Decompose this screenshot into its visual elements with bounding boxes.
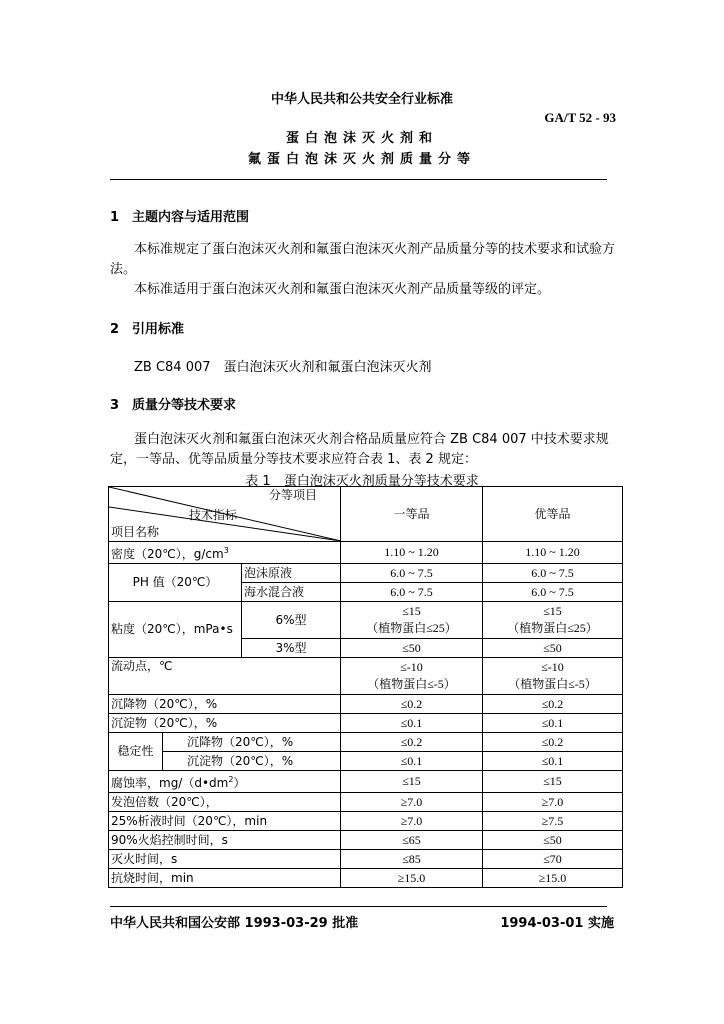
row-label-viscosity: 粘度（20℃），mPa•s bbox=[109, 602, 242, 658]
document-title-line2: 氟蛋白泡沫灭火剂质量分等 bbox=[247, 152, 476, 167]
cell-burnback-superior: ≥15.0 bbox=[483, 869, 623, 888]
table-row bbox=[109, 542, 623, 564]
table-row bbox=[109, 831, 623, 850]
table-row bbox=[109, 695, 623, 714]
cell-stab-precipitate-superior: ≤0.1 bbox=[483, 752, 623, 771]
row-label-fire-control: 90%火焰控制时间，s bbox=[109, 831, 341, 850]
cell-ph-sea-superior: 6.0 ~ 7.5 bbox=[483, 583, 623, 602]
cell-density-superior: 1.10 ~ 1.20 bbox=[483, 542, 623, 564]
table-row bbox=[109, 658, 623, 695]
row-label-stability: 稳定性 bbox=[109, 733, 163, 771]
cell-precipitate-first: ≤0.1 bbox=[341, 714, 483, 733]
cell-burnback-first: ≥15.0 bbox=[341, 869, 483, 888]
row-label-extinction: 灭火时间，s bbox=[109, 850, 341, 869]
cell-extinction-superior: ≤70 bbox=[483, 850, 623, 869]
cell-stab-sediment-first: ≤0.2 bbox=[341, 733, 483, 752]
cell-expansion-first: ≥7.0 bbox=[341, 793, 483, 812]
cell-visc6-first: ≤15 （植物蛋白≤25） bbox=[341, 602, 483, 639]
row-label-density: 密度（20℃），$g/cm^3$ bbox=[109, 542, 341, 564]
table-row bbox=[109, 869, 623, 888]
cell-sediment-superior: ≤0.2 bbox=[483, 695, 623, 714]
row-label-precipitate: 沉淀物（20℃），% bbox=[109, 714, 341, 733]
row-sublabel-stability-sediment: 沉降物（20℃），% bbox=[163, 733, 341, 752]
cell-fire-control-superior: ≤50 bbox=[483, 831, 623, 850]
approval-note: 中华人民共和国公安部 1993-03-29 批准 bbox=[110, 916, 359, 931]
row-label-pour-point: 流动点，℃ bbox=[109, 658, 341, 695]
table-row bbox=[109, 733, 623, 752]
table-header-row bbox=[109, 487, 623, 542]
cell-ph-foam-first: 6.0 ~ 7.5 bbox=[341, 564, 483, 583]
cell-sediment-first: ≤0.2 bbox=[341, 695, 483, 714]
column-superior-grade: 优等品 bbox=[483, 487, 623, 542]
row-label-drainage: 25%析液时间（20℃），min bbox=[109, 812, 341, 831]
header-grade-item: 分等项目 bbox=[269, 488, 318, 502]
table-row bbox=[109, 714, 623, 733]
row-label-sediment: 沉降物（20℃），% bbox=[109, 695, 341, 714]
cell-ph-foam-superior: 6.0 ~ 7.5 bbox=[483, 564, 623, 583]
cell-ph-sea-first: 6.0 ~ 7.5 bbox=[341, 583, 483, 602]
row-label-expansion: 发泡倍数（20℃）， bbox=[109, 793, 341, 812]
cell-drainage-first: ≥7.0 bbox=[341, 812, 483, 831]
header-divider bbox=[110, 179, 607, 180]
cell-precipitate-superior: ≤0.1 bbox=[483, 714, 623, 733]
table-caption: 表 1 蛋白泡沫灭火剂质量分等技术要求 bbox=[245, 474, 479, 489]
section-2-reference: ZB C84 007 蛋白泡沫灭火剂和氟蛋白泡沫灭火剂 bbox=[134, 360, 432, 375]
table-row bbox=[109, 812, 623, 831]
table-row bbox=[109, 793, 623, 812]
quality-grade-table bbox=[108, 486, 623, 888]
row-label-burnback: 抗烧时间，min bbox=[109, 869, 341, 888]
table-row bbox=[109, 602, 623, 639]
table-row bbox=[109, 752, 623, 771]
section-3-paragraph: 蛋白泡沫灭火剂和氟蛋白泡沫灭火剂合格品质量应符合 ZB C84 007 中技术要求规定，一等品、优等品质量分等技术要求应符合表 1、表 2 规定： bbox=[110, 432, 609, 467]
cell-density-first: 1.10 ~ 1.20 bbox=[341, 542, 483, 564]
cell-visc3-first: ≤50 bbox=[341, 639, 483, 658]
section-1-paragraph-2: 本标准适用于蛋白泡沫灭火剂和氟蛋白泡沫灭火剂产品质量等级的评定。 bbox=[134, 282, 551, 297]
section-2-heading: 2 引用标准 bbox=[110, 322, 185, 337]
row-sublabel-foam-concentrate: 泡沫原液 bbox=[242, 564, 341, 583]
cell-pour-first: ≤-10 （植物蛋白≤-5） bbox=[341, 658, 483, 695]
column-first-grade: 一等品 bbox=[341, 487, 483, 542]
cell-corrosion-superior: ≤15 bbox=[483, 771, 623, 793]
header-item-name: 项目名称 bbox=[111, 525, 160, 539]
row-sublabel-seawater-mix: 海水混合液 bbox=[242, 583, 341, 602]
cell-visc3-superior: ≤50 bbox=[483, 639, 623, 658]
row-label-corrosion: 腐蚀率，$mg/(d•dm^2)$ bbox=[109, 771, 341, 793]
standard-body-heading: 中华人民共和公共安全行业标准 bbox=[270, 92, 453, 107]
standard-code: GA/T 52 - 93 bbox=[544, 110, 616, 125]
cell-expansion-superior: ≥7.0 bbox=[483, 793, 623, 812]
section-3-heading: 3 质量分等技术要求 bbox=[110, 398, 237, 413]
document-title-line1: 蛋白泡沫灭火剂和 bbox=[285, 131, 438, 146]
table-row bbox=[109, 564, 623, 583]
cell-extinction-first: ≤85 bbox=[341, 850, 483, 869]
cell-visc6-superior: ≤15 （植物蛋白≤25） bbox=[483, 602, 623, 639]
cell-drainage-superior: ≥7.5 bbox=[483, 812, 623, 831]
table-row bbox=[109, 771, 623, 793]
footer-divider bbox=[110, 906, 607, 907]
cell-stab-precipitate-first: ≤0.1 bbox=[341, 752, 483, 771]
cell-pour-superior: ≤-10 （植物蛋白≤-5） bbox=[483, 658, 623, 695]
header-tech-index: 技术指标 bbox=[189, 508, 238, 522]
cell-corrosion-first: ≤15 bbox=[341, 771, 483, 793]
section-1-heading: 1 主题内容与适用范围 bbox=[110, 210, 250, 225]
row-sublabel-stability-precipitate: 沉淀物（20℃），% bbox=[163, 752, 341, 771]
effective-date-note: 1994-03-01 实施 bbox=[500, 916, 614, 931]
section-1-paragraph-1: 本标准规定了蛋白泡沫灭火剂和氟蛋白泡沫灭火剂产品质量分等的技术要求和试验方法。 bbox=[110, 242, 616, 277]
cell-fire-control-first: ≤65 bbox=[341, 831, 483, 850]
row-sublabel-3-percent: 3%型 bbox=[242, 639, 341, 658]
diagonal-header-cell bbox=[109, 487, 341, 542]
cell-stab-sediment-superior: ≤0.2 bbox=[483, 733, 623, 752]
table-row bbox=[109, 850, 623, 869]
row-sublabel-6-percent: 6%型 bbox=[242, 602, 341, 639]
row-label-ph: PH 值（20℃） bbox=[109, 564, 242, 602]
